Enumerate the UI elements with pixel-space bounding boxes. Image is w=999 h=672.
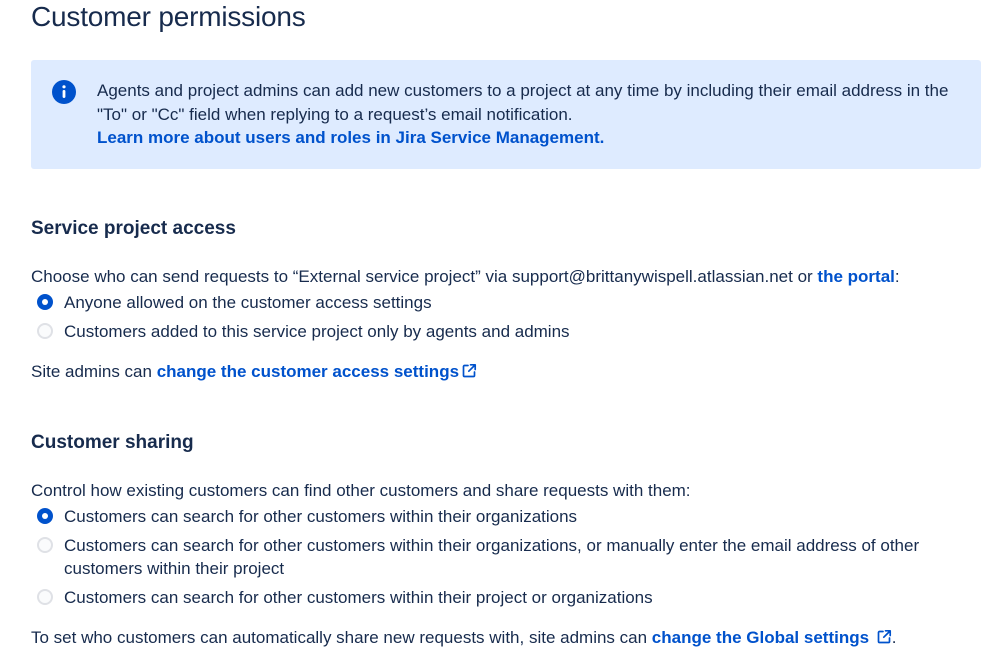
global-settings-note-suffix: . bbox=[891, 628, 897, 647]
radio-button-unselected[interactable] bbox=[37, 537, 53, 553]
customer-sharing-intro: Control how existing customers can find other customers and share requests with them: bbox=[31, 481, 691, 500]
service-project-access-heading: Service project access bbox=[31, 218, 236, 239]
radio-option-search-or-email[interactable] bbox=[31, 534, 951, 580]
radio-option-customers-added[interactable] bbox=[31, 320, 570, 343]
site-admins-note bbox=[31, 360, 477, 385]
customer-sharing-heading: Customer sharing bbox=[31, 432, 194, 453]
change-customer-access-settings-label: change the customer access settings bbox=[156, 362, 460, 381]
radio-button-selected[interactable] bbox=[37, 294, 53, 310]
info-banner bbox=[31, 60, 981, 169]
radio-option-label: Customers can search for other customers within their project or organizations bbox=[64, 588, 653, 607]
service-access-intro-suffix: : bbox=[894, 267, 900, 286]
external-link-icon bbox=[461, 362, 477, 385]
radio-button-unselected[interactable] bbox=[37, 589, 53, 605]
radio-option-search-organizations[interactable] bbox=[31, 505, 577, 528]
radio-option-label: Customers added to this service project only by agents and admins bbox=[64, 322, 570, 341]
radio-option-search-project-or-organizations[interactable] bbox=[31, 586, 653, 609]
change-global-settings-label: change the Global settings bbox=[651, 628, 870, 647]
radio-button-selected[interactable] bbox=[37, 508, 53, 524]
radio-option-label: Anyone allowed on the customer access settings bbox=[64, 293, 432, 312]
global-settings-note-text: To set who customers can automatically share new requests with, site admins can bbox=[31, 628, 652, 647]
page-title: Customer permissions bbox=[31, 1, 306, 32]
info-banner-text bbox=[97, 79, 957, 150]
info-icon bbox=[52, 80, 76, 104]
radio-button-unselected[interactable] bbox=[37, 323, 53, 339]
external-link-icon bbox=[876, 628, 892, 651]
service-access-intro bbox=[31, 265, 900, 288]
radio-option-label: Customers can search for other customers within their organizations bbox=[64, 507, 578, 526]
site-admins-note-text: Site admins can bbox=[31, 362, 157, 381]
radio-option-anyone-allowed[interactable] bbox=[31, 291, 432, 314]
info-banner-message: Agents and project admins can add new customers to a project at any time by including their email address in the "To" or "Cc" field when replying to a request’s email notification. bbox=[97, 81, 949, 124]
change-customer-access-settings-link[interactable] bbox=[157, 362, 477, 381]
radio-option-label: Customers can search for other customers within their organizations, or manually enter the email address of other customers within their project bbox=[64, 536, 920, 578]
change-global-settings-link[interactable] bbox=[652, 628, 892, 647]
portal-link[interactable]: the portal bbox=[817, 267, 895, 286]
learn-more-link[interactable]: Learn more about users and roles in Jira Service Management. bbox=[97, 128, 605, 147]
global-settings-note bbox=[31, 626, 897, 651]
service-access-intro-text: Choose who can send requests to “External service project” via support@brittanywispell.atlassian.net or bbox=[31, 267, 818, 286]
